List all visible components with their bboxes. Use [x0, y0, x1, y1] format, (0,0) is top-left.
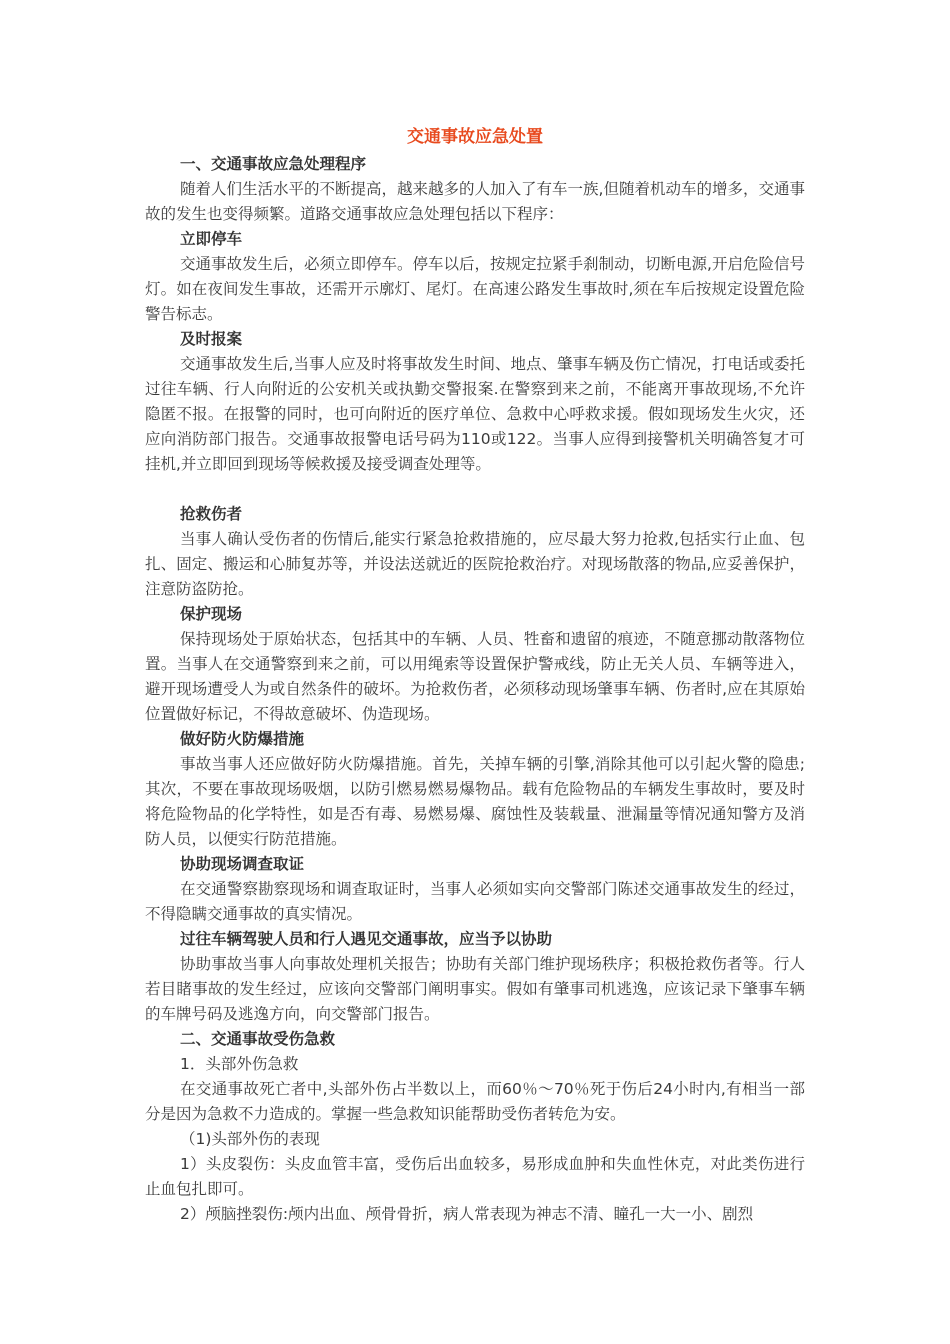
subheading-fire: 做好防火防爆措施 [180, 730, 305, 748]
paragraph-assist: 在交通警察勘察现场和调查取证时，当事人必须如实向交警部门陈述交通事故发生的经过，不得隐瞒交通事故的真实情况。 [145, 880, 805, 923]
subheading-report: 及时报案 [180, 330, 243, 348]
subheading-assist: 协助现场调查取证 [180, 855, 305, 873]
section-heading-first-aid: 二、交通事故受伤急救 [180, 1030, 336, 1048]
paragraph-scalp-laceration: 1）头皮裂伤：头皮血管丰富，受伤后出血较多，易形成血肿和失血性休克，对此类伤进行止血包扎即可。 [145, 1155, 805, 1198]
document-page [145, 124, 805, 1227]
paragraph-rescue: 当事人确认受伤者的伤情后,能实行紧急抢救措施的，应尽最大努力抢救,包括实行止血、包扎、固定、搬运和心肺复苏等，并设法送就近的医院抢救治疗。对现场散落的物品,应妥善保护，注意防盗防抢。 [145, 530, 805, 598]
item-head-injury: 1．头部外伤急救 [180, 1055, 299, 1073]
paragraph-intro: 随着人们生活水平的不断提高，越来越多的人加入了有车一族,但随着机动车的增多，交通事故的发生也变得频繁。道路交通事故应急处理包括以下程序： [145, 180, 805, 223]
subheading-stop: 立即停车 [180, 230, 243, 248]
paragraph-head-injury: 在交通事故死亡者中,头部外伤占半数以上，而60％～70％死于伤后24小时内,有相当一部分是因为急救不力造成的。掌握一些急救知识能帮助受伤者转危为安。 [145, 1080, 805, 1123]
section-heading-procedure: 一、交通事故应急处理程序 [180, 155, 367, 173]
subheading-protect: 保护现场 [180, 605, 243, 623]
paragraph-brain-contusion: 2）颅脑挫裂伤:颅内出血、颅骨骨折，病人常表现为神志不清、瞳孔一大一小、剧烈 [180, 1205, 754, 1223]
paragraph-passer: 协助事故当事人向事故处理机关报告；协助有关部门维护现场秩序；积极抢救伤者等。行人若目睹事故的发生经过，应该向交警部门阐明事实。假如有肇事司机逃逸，应该记录下肇事车辆的车牌号码及逃逸方向，向交警部门报告。 [145, 955, 805, 1023]
subheading-rescue: 抢救伤者 [180, 505, 243, 523]
paragraph-report: 交通事故发生后,当事人应及时将事故发生时间、地点、肇事车辆及伤亡情况，打电话或委托过往车辆、行人向附近的公安机关或执勤交警报案.在警察到来之前，不能离开事故现场,不允许隐匿不报。在报警的同时，也可向附近的医疗单位、急救中心呼救求援。假如现场发生火灾，还应向消防部门报告。交通事故报警电话号码为110或122。当事人应得到接警机关明确答复才可挂机,并立即回到现场等候救援及接受调查处理等。 [145, 355, 805, 473]
subheading-passer: 过往车辆驾驶人员和行人遇见交通事故，应当予以协助 [180, 930, 553, 948]
document-title: 交通事故应急处置 [407, 127, 543, 147]
paragraph-stop: 交通事故发生后，必须立即停车。停车以后，按规定拉紧手刹制动，切断电源,开启危险信号灯。如在夜间发生事故，还需开示廓灯、尾灯。在高速公路发生事故时,须在车后按规定设置危险警告标志。 [145, 255, 805, 323]
blank-line [145, 477, 805, 502]
item-head-symptoms: （1)头部外伤的表现 [180, 1130, 320, 1148]
paragraph-protect: 保持现场处于原始状态，包括其中的车辆、人员、牲畜和遗留的痕迹，不随意挪动散落物位置。当事人在交通警察到来之前，可以用绳索等设置保护警戒线，防止无关人员、车辆等进入，避开现场遭受人为或自然条件的破坏。为抢救伤者，必须移动现场肇事车辆、伤者时,应在其原始位置做好标记，不得故意破坏、伪造现场。 [145, 630, 805, 723]
paragraph-fire: 事故当事人还应做好防火防爆措施。首先，关掉车辆的引擎,消除其他可以引起火警的隐患;其次，不要在事故现场吸烟，以防引燃易燃易爆物品。载有危险物品的车辆发生事故时，要及时将危险物品的化学特性，如是否有毒、易燃易爆、腐蚀性及装载量、泄漏量等情况通知警方及消防人员，以便实行防范措施。 [145, 755, 805, 848]
